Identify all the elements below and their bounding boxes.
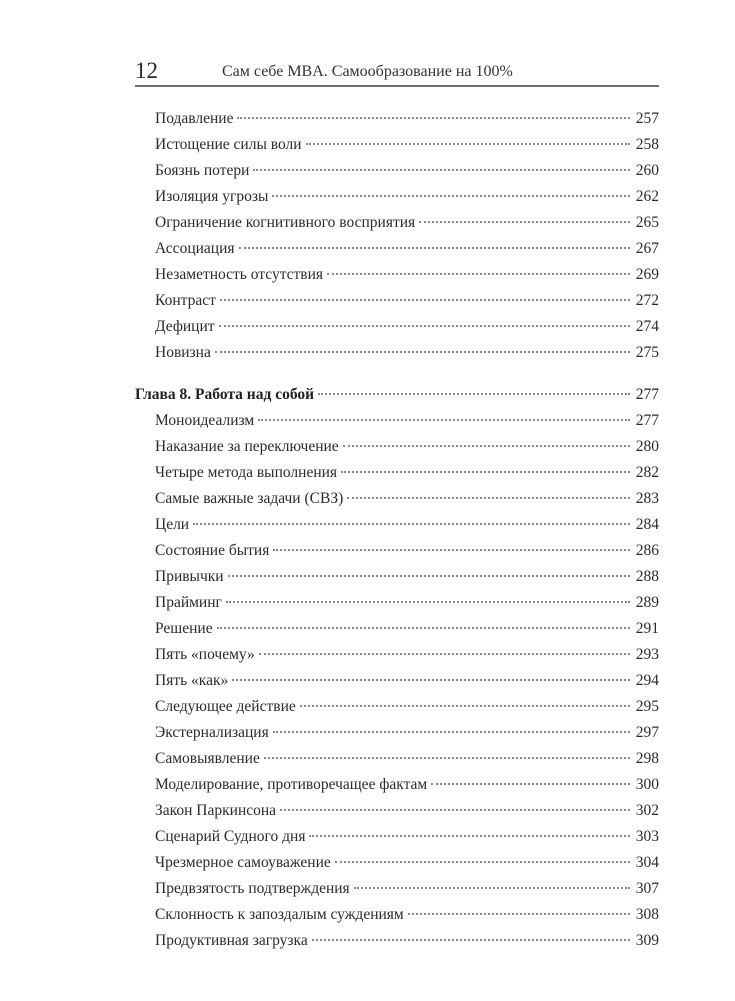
dot-leader bbox=[215, 351, 630, 353]
toc-entry[interactable] bbox=[135, 436, 659, 462]
toc-entry-page: 280 bbox=[635, 438, 659, 455]
toc-entry[interactable] bbox=[135, 290, 659, 316]
toc-entry[interactable] bbox=[135, 488, 659, 514]
toc-entry-title: Четыре метода выполнения bbox=[155, 464, 338, 481]
dot-leader bbox=[264, 757, 630, 759]
toc-entry-page: 265 bbox=[635, 214, 659, 231]
toc-entry-title: Предвзятость подтверждения bbox=[155, 880, 350, 897]
dot-leader bbox=[232, 679, 630, 681]
toc-entry[interactable] bbox=[135, 618, 659, 644]
toc-entry[interactable] bbox=[135, 540, 659, 566]
dot-leader bbox=[219, 325, 630, 327]
page-number: 12 bbox=[135, 58, 158, 83]
toc-entry-title: Чрезмерное самоуважение bbox=[155, 854, 331, 871]
toc-entry-page: 295 bbox=[635, 698, 659, 715]
dot-leader bbox=[259, 653, 630, 655]
dot-leader bbox=[237, 117, 630, 119]
toc-entry-title: Сценарий Судного дня bbox=[155, 828, 306, 845]
toc-entry-page: 267 bbox=[635, 240, 659, 257]
toc-entry-title: Самовыявление bbox=[155, 750, 260, 767]
dot-leader bbox=[217, 627, 630, 629]
toc-entry-title: Продуктивная загрузка bbox=[155, 932, 308, 949]
toc-entry-title: Ограничение когнитивного восприятия bbox=[155, 214, 416, 231]
toc-entry-title: Пять «как» bbox=[155, 672, 229, 689]
running-title: Сам себе MBA. Самообразование на 100% bbox=[222, 63, 513, 80]
dot-leader bbox=[309, 835, 630, 837]
page-header bbox=[135, 58, 659, 88]
toc-entry-page: 309 bbox=[635, 932, 659, 949]
dot-leader bbox=[239, 247, 630, 249]
toc-entry[interactable] bbox=[135, 904, 659, 930]
toc-entry-title: Следующее действие bbox=[155, 698, 296, 715]
toc-entry[interactable] bbox=[135, 644, 659, 670]
toc-entry[interactable] bbox=[135, 238, 659, 264]
toc-entry-title: Прайминг bbox=[155, 594, 222, 611]
toc-entry-page: 304 bbox=[635, 854, 659, 871]
dot-leader bbox=[318, 393, 630, 395]
toc-entry-page: 302 bbox=[635, 802, 659, 819]
toc-entry-page: 288 bbox=[635, 568, 659, 585]
toc-entry-title: Новизна bbox=[155, 344, 211, 361]
toc-entry[interactable] bbox=[135, 852, 659, 878]
toc-entry-title: Наказание за переключение bbox=[155, 438, 339, 455]
toc-entry-title: Контраст bbox=[155, 292, 216, 309]
toc-entry[interactable] bbox=[135, 160, 659, 186]
toc-entry-page: 269 bbox=[635, 266, 659, 283]
toc-entry-page: 308 bbox=[635, 906, 659, 923]
dot-leader bbox=[335, 861, 630, 863]
toc-entry-title: Склонность к запоздалым суждениям bbox=[155, 906, 404, 923]
dot-leader bbox=[431, 783, 630, 785]
toc-entry-title: Незаметность отсутствия bbox=[155, 266, 324, 283]
toc-entry[interactable] bbox=[135, 566, 659, 592]
toc-entry-page: 303 bbox=[635, 828, 659, 845]
dot-leader bbox=[226, 601, 630, 603]
toc-entry-page: 282 bbox=[635, 464, 659, 481]
toc-entry-page: 277 bbox=[635, 412, 659, 429]
toc-entry-title: Цели bbox=[155, 516, 190, 533]
toc-entry[interactable] bbox=[135, 134, 659, 160]
toc-entry-page: 274 bbox=[635, 318, 659, 335]
dot-leader bbox=[258, 419, 630, 421]
dot-leader bbox=[347, 497, 630, 499]
toc-entry-page: 257 bbox=[635, 110, 659, 127]
dot-leader bbox=[341, 471, 630, 473]
toc-entry-page: 275 bbox=[635, 344, 659, 361]
table-of-contents bbox=[135, 108, 659, 956]
toc-entry-page: 260 bbox=[635, 162, 659, 179]
toc-section-after bbox=[135, 410, 659, 956]
toc-entry[interactable] bbox=[135, 264, 659, 290]
toc-entry-page: 262 bbox=[635, 188, 659, 205]
dot-leader bbox=[253, 169, 630, 171]
toc-entry-page: 277 bbox=[635, 386, 659, 403]
toc-entry-title: Состояние бытия bbox=[155, 542, 270, 559]
toc-entry-title: Подавление bbox=[155, 110, 234, 127]
toc-entry-title: Решение bbox=[155, 620, 213, 637]
toc-entry[interactable] bbox=[135, 212, 659, 238]
toc-entry-page: 297 bbox=[635, 724, 659, 741]
toc-entry-title: Экстернализация bbox=[155, 724, 269, 741]
toc-entry-page: 286 bbox=[635, 542, 659, 559]
toc-entry-title: Дефицит bbox=[155, 318, 215, 335]
toc-entry[interactable] bbox=[135, 800, 659, 826]
toc-entry-page: 289 bbox=[635, 594, 659, 611]
toc-entry[interactable] bbox=[135, 722, 659, 748]
dot-leader bbox=[419, 221, 630, 223]
dot-leader bbox=[354, 887, 630, 889]
dot-leader bbox=[312, 939, 630, 941]
toc-entry-page: 293 bbox=[635, 646, 659, 663]
dot-leader bbox=[408, 913, 630, 915]
dot-leader bbox=[300, 705, 630, 707]
toc-entry[interactable] bbox=[135, 514, 659, 540]
dot-leader bbox=[272, 195, 630, 197]
toc-entry[interactable] bbox=[135, 410, 659, 436]
toc-entry-page: 283 bbox=[635, 490, 659, 507]
toc-entry-page: 298 bbox=[635, 750, 659, 767]
toc-entry-page: 284 bbox=[635, 516, 659, 533]
toc-entry-page: 307 bbox=[635, 880, 659, 897]
dot-leader bbox=[220, 299, 630, 301]
toc-entry[interactable] bbox=[135, 826, 659, 852]
toc-entry-title: Пять «почему» bbox=[155, 646, 255, 663]
toc-entry[interactable] bbox=[135, 696, 659, 722]
toc-section-before bbox=[135, 108, 659, 368]
toc-entry-title: Истощение силы воли bbox=[155, 136, 302, 153]
dot-leader bbox=[306, 143, 630, 145]
toc-entry-title: Моделирование, противоречащее фактам bbox=[155, 776, 428, 793]
toc-entry-title: Глава 8. Работа над собой bbox=[135, 386, 315, 403]
toc-entry-title: Закон Паркинсона bbox=[155, 802, 277, 819]
toc-entry[interactable] bbox=[135, 748, 659, 774]
toc-entry-page: 258 bbox=[635, 136, 659, 153]
toc-entry-title: Моноидеализм bbox=[155, 412, 255, 429]
toc-entry[interactable] bbox=[135, 774, 659, 800]
toc-entry-title: Изоляция угрозы bbox=[155, 188, 269, 205]
dot-leader bbox=[273, 549, 630, 551]
toc-entry-page: 300 bbox=[635, 776, 659, 793]
toc-entry[interactable] bbox=[135, 316, 659, 342]
toc-entry-page: 294 bbox=[635, 672, 659, 689]
dot-leader bbox=[343, 445, 630, 447]
toc-entry[interactable] bbox=[135, 930, 659, 956]
dot-leader bbox=[327, 273, 630, 275]
toc-entry[interactable] bbox=[135, 462, 659, 488]
dot-leader bbox=[228, 575, 630, 577]
toc-entry-title: Привычки bbox=[155, 568, 224, 585]
toc-entry[interactable] bbox=[135, 592, 659, 618]
dot-leader bbox=[273, 731, 630, 733]
toc-entry[interactable] bbox=[135, 342, 659, 368]
toc-entry-page: 272 bbox=[635, 292, 659, 309]
toc-entry[interactable] bbox=[135, 108, 659, 134]
header-rule bbox=[135, 85, 659, 87]
toc-entry-page: 291 bbox=[635, 620, 659, 637]
toc-entry-title: Боязнь потери bbox=[155, 162, 250, 179]
dot-leader bbox=[193, 523, 630, 525]
toc-entry-title: Ассоциация bbox=[155, 240, 235, 257]
toc-entry[interactable] bbox=[135, 186, 659, 212]
toc-entry[interactable] bbox=[135, 878, 659, 904]
toc-entry-title: Самые важные задачи (СВЗ) bbox=[155, 490, 344, 507]
toc-chapter-heading[interactable] bbox=[135, 384, 659, 410]
dot-leader bbox=[280, 809, 630, 811]
toc-entry[interactable] bbox=[135, 670, 659, 696]
